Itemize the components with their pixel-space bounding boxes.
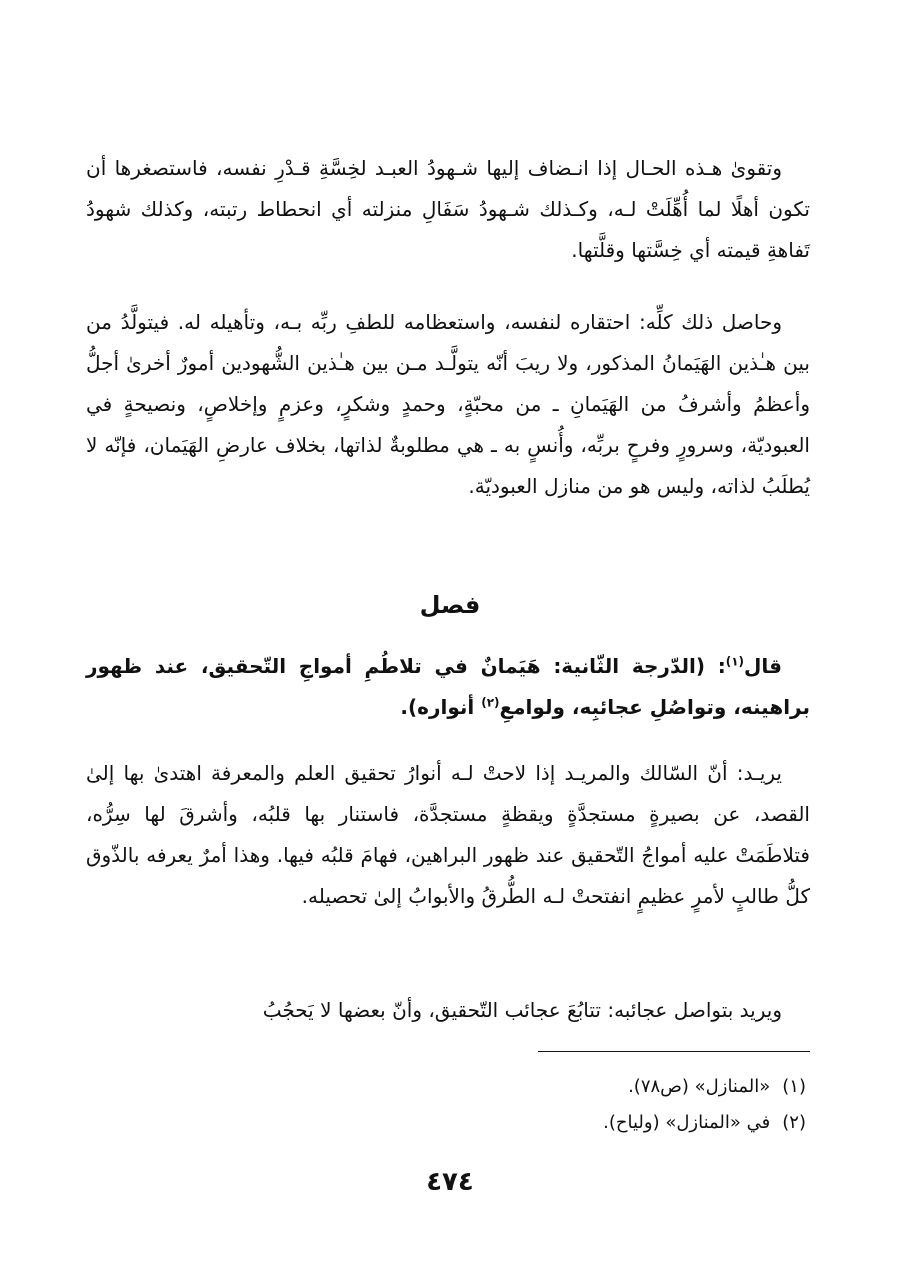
paragraph-4 (86, 753, 810, 917)
paragraph-1 (86, 148, 810, 271)
footnote-2-text: في «المنازل» (ولياح). (603, 1112, 771, 1133)
paragraph-2-text: وحاصل ذلك كلِّه: احتقاره لنفسه، واستعظامه للطفِ ربِّه بـه، وتأهيله له. فيتولَّدُ من بين هـٰذين الهَيَمانُ المذكور، ولا ريبَ أنّه يتولَّـد مـن بين هـٰذين الشُّهودين أمورٌ أخرىٰ أجلُّ وأعظمُ وأشرفُ من الهَيَمانِ ـ من محبّةٍ، وحمدٍ وشكرٍ، وعزمٍ وإخلاصٍ، ونصيحةٍ في العبوديّة، وسرورٍ وفرحٍ بربِّه، وأُنسٍ به ـ هي مطلوبةٌ لذاتها، بخلاف عارضِ الهَيَمان، فإنّه لا يُطلَبُ لذاته، وليس هو من منازل العبوديّة. (86, 310, 810, 498)
quote-tail: أنواره). (400, 695, 482, 719)
footnote-1 (206, 1072, 806, 1102)
footnote-divider (538, 1051, 810, 1052)
paragraph-4-text: يريـد: أنّ السّالك والمريـد إذا لاحتْ لـه أنوارُ تحقيق العلم والمعرفة اهتدىٰ بها إلىٰ القصد، عن بصيرةٍ مستجدَّةٍ ويقظةٍ مستجدَّة، فاستنار بها قلبُه، وأشرقَ لها سِرُّه، فتلاطَمَتْ عليه أمواجُ التّحقيق عند ظهور البراهين، فهامَ قلبُه فيها. وهذا أمرٌ يعرفه بالذّوق كلُّ طالبٍ لأمرٍ عظيمٍ انفتحتْ لـه الطُّرقُ والأبوابُ إلىٰ تحصيله. (86, 761, 810, 908)
quoted-paragraph (86, 646, 810, 728)
paragraph-5 (86, 990, 810, 1031)
paragraph-5-text: ويريد بتواصل عجائبه: تتابُعَ عجائب التّحقيق، وأنّ بعضها لا يَحجُبُ (262, 998, 782, 1022)
footnote-ref-1[interactable]: (١) (725, 654, 745, 669)
paragraph-2 (86, 302, 810, 507)
footnote-1-text: «المنازل» (ص٧٨). (628, 1076, 771, 1097)
footnote-2-number: (٢) (782, 1112, 806, 1133)
quote-lead: قال (744, 654, 782, 678)
paragraph-1-text: وتقوىٰ هـذه الحـال إذا انـضاف إليها شـهودُ العبـد لخِسَّةِ قـدْرِ نفسه، فاستصغرها أن تكون أهلًا لما أُهِّلَتْ لـه، وكـذلك شـهودُ سَفَالِ منزلته أي انحطاط رتبته، وكذلك شهودُ تَفاهةِ قيمته أي خِسَّتها وقلَّتها. (86, 156, 810, 262)
quote-body: : (الدّرجة الثّانية: هَيَمانٌ في تلاطُمِ أمواجِ التّحقيق، عند ظهور براهينه، وتواصُلِ عجائبِه، ولوامعِ (86, 654, 810, 719)
section-heading: فصل (419, 591, 481, 619)
footnote-2 (206, 1108, 806, 1138)
footnote-1-number: (١) (782, 1076, 806, 1097)
page-number: ٤٧٤ (426, 1167, 474, 1197)
footnote-ref-2[interactable]: (٢) (481, 695, 500, 710)
